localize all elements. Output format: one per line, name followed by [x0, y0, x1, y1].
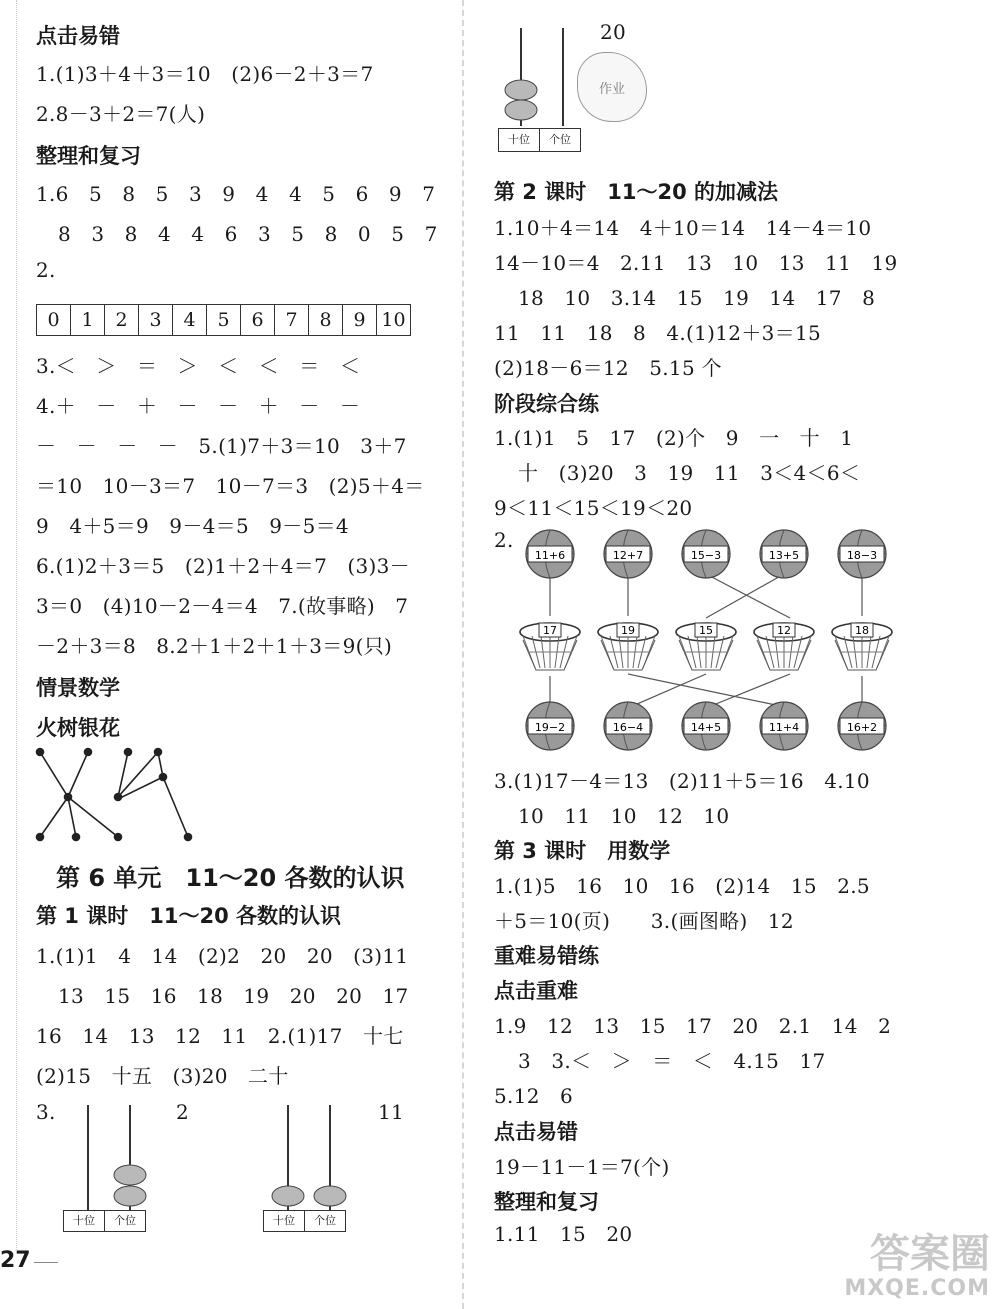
answer-line: －2＋3＝8 8.2＋1＋2＋1＋3＝9(只) [36, 634, 393, 658]
firework-dot [160, 774, 167, 781]
tens-label: 十位 [264, 1211, 305, 1231]
ball-label: 12+7 [612, 549, 644, 562]
answer-line: 1.(1)3＋4＋3＝10 (2)6－2＋3＝7 [36, 62, 374, 86]
firework-matching-drawing [28, 742, 228, 842]
answer-line: 1.(1)1 5 17 (2)个 9 一 十 1 [494, 426, 854, 450]
ball-label: 14+5 [690, 721, 722, 734]
tens-label: 十位 [499, 129, 540, 151]
answer-line: 2. [36, 258, 56, 282]
heading-qingjing-shuxue: 情景数学 [36, 676, 120, 700]
firework-dot [155, 749, 162, 756]
basketball-hoop [598, 623, 658, 670]
ball-label: 13+5 [768, 549, 800, 562]
stamp-badge [577, 52, 647, 122]
heading-lesson-1: 第 1 课时 11～20 各数的认识 [36, 904, 341, 928]
answer-line: 2.8－3＋2＝7(人) [36, 102, 206, 126]
firework-dot [185, 834, 192, 841]
firework-dot [65, 794, 72, 801]
abacus-3 [495, 18, 655, 158]
answer-line: 3＝0 (4)10－2－4＝4 7.(故事略) 7 [36, 594, 409, 618]
answer-line: 4.＋ － ＋ － － ＋ － － [36, 394, 361, 418]
ball-label: 16−4 [612, 721, 644, 734]
heading-lesson-3: 第 3 课时 用数学 [494, 839, 671, 863]
basketball-top [604, 530, 652, 578]
answer-line: (2)15 十五 (3)20 二十 [36, 1064, 289, 1088]
answer-line: 16 14 13 12 11 2.(1)17 十七 [36, 1024, 404, 1048]
answer-line: － － － － 5.(1)7＋3＝10 3＋7 [36, 434, 407, 458]
abacus-value: 2 [176, 1100, 190, 1124]
hoop-label: 15 [699, 624, 713, 637]
ball-label: 16+2 [846, 721, 878, 734]
answer-line: (2)18－6＝12 5.15 个 [494, 356, 722, 380]
answer-line: 14－10＝4 2.11 13 10 13 11 19 [494, 251, 898, 275]
firework-dot [125, 749, 132, 756]
number-box: 0 [37, 305, 71, 335]
basketball-hoop [520, 623, 580, 670]
basketball-hoop [676, 623, 736, 670]
heading-zhongnan-yicuo: 重难易错练 [494, 944, 599, 968]
ones-label: 个位 [314, 1214, 336, 1227]
heading-dianji-yicuo-2: 点击易错 [494, 1120, 578, 1144]
answer-line: 3. [36, 1100, 56, 1124]
ball-label: 15−3 [690, 549, 722, 562]
answer-line: 11 11 18 8 4.(1)12＋3＝15 [494, 321, 822, 345]
page-number: 27 [0, 1248, 31, 1273]
answer-line: 十 (3)20 3 19 11 3＜4＜6＜ [518, 461, 861, 485]
answer-line: 6.(1)2＋3＝5 (2)1＋2＋4＝7 (3)3－ [36, 554, 410, 578]
stamp-text: 作业 [598, 81, 625, 97]
answer-line: 3.(1)17－4＝13 (2)11＋5＝16 4.10 [494, 769, 870, 793]
answer-line: 5.12 6 [494, 1084, 574, 1108]
abacus-bead [272, 1186, 304, 1206]
abacus-value: 20 [600, 20, 627, 44]
number-box: 6 [241, 305, 275, 335]
page-number-dash [34, 1262, 58, 1263]
number-box: 5 [207, 305, 241, 335]
number-box: 3 [139, 305, 173, 335]
answer-line: ＋5＝10(页) 3.(画图略) 12 [494, 909, 794, 933]
answer-line: 1.9 12 13 15 17 20 2.1 14 2 [494, 1014, 892, 1038]
watermark-text: 答案圈 [870, 1231, 990, 1277]
abacus-base [498, 128, 581, 152]
ones-label: 个位 [114, 1214, 136, 1227]
answer-line: 18 10 3.14 15 19 14 17 8 [518, 286, 876, 310]
hoop-label: 17 [543, 624, 557, 637]
answer-line: 1.(1)1 4 14 (2)2 20 20 (3)11 [36, 944, 409, 968]
abacus-2 [258, 1100, 408, 1240]
heading-jieduan-zonghe: 阶段综合练 [494, 392, 599, 416]
answer-line: 2. [494, 528, 514, 552]
abacus-base [263, 1210, 346, 1232]
firework-dot [73, 834, 80, 841]
answer-line: 1.10＋4＝14 4＋10＝14 14－4＝10 [494, 216, 872, 240]
hoop-label: 12 [777, 624, 791, 637]
basketball-matching-diagram [510, 526, 900, 756]
abacus-base [63, 1210, 146, 1232]
basketball-top [838, 530, 886, 578]
basketball-hoop [754, 623, 814, 670]
heading-zhengli-fuxi-2: 整理和复习 [494, 1190, 599, 1214]
abacus-bead [114, 1186, 146, 1206]
firework-dot [85, 749, 92, 756]
hoop-label: 18 [855, 624, 869, 637]
number-box: 4 [173, 305, 207, 335]
abacus-value: 11 [378, 1100, 405, 1124]
answer-line: 9＜11＜15＜19＜20 [494, 496, 693, 520]
basketball-top [682, 530, 730, 578]
number-box: 9 [343, 305, 377, 335]
firework-dot [115, 794, 122, 801]
heading-huoshu-yinhua: 火树银花 [36, 716, 120, 740]
basketball-hoop [832, 623, 892, 670]
heading-dianji-zhongnan: 点击重难 [494, 979, 578, 1003]
number-box: 7 [275, 305, 309, 335]
heading-zhengli-fuxi: 整理和复习 [36, 144, 141, 168]
abacus-bead [114, 1165, 146, 1185]
left-margin-line [16, 0, 17, 1250]
basketball-bottom [604, 702, 652, 750]
abacus-1 [58, 1100, 190, 1240]
firework-dot [115, 834, 122, 841]
number-box: 1 [71, 305, 105, 335]
watermark-url: MXQE.COM [844, 1276, 990, 1301]
number-box: 8 [309, 305, 343, 335]
unit-title: 第 6 单元 11～20 各数的认识 [56, 864, 405, 892]
answer-line: 8 3 8 4 4 6 3 5 8 0 5 7 [58, 222, 438, 246]
answer-line: 3 3.＜ ＞ ＝ ＜ 4.15 17 [518, 1049, 826, 1073]
tens-label: 十位 [64, 1211, 105, 1231]
firework-dot [37, 749, 44, 756]
basketball-bottom [526, 702, 574, 750]
column-divider [462, 0, 464, 1309]
basketball-bottom [838, 702, 886, 750]
number-box: 10 [381, 309, 406, 331]
basketball-top [526, 530, 574, 578]
abacus-rods [495, 18, 575, 128]
heading-lesson-2: 第 2 课时 11～20 的加减法 [494, 180, 778, 204]
abacus-bead [505, 80, 537, 100]
hoop-label: 19 [621, 624, 635, 637]
answer-line: ＝10 10－3＝7 10－7＝3 (2)5＋4＝ [36, 474, 425, 498]
ones-label: 个位 [549, 133, 571, 146]
watermark-logo [844, 1232, 990, 1301]
ball-label: 11+6 [534, 549, 566, 562]
answer-line: 1.6 5 8 5 3 9 4 4 5 6 9 7 [36, 182, 436, 206]
number-box: 2 [105, 305, 139, 335]
ball-label: 19−2 [534, 721, 566, 734]
answer-line: 13 15 16 18 19 20 20 17 [58, 984, 409, 1008]
answer-line: 1.11 15 20 [494, 1222, 633, 1246]
heading-dianji-yicuo: 点击易错 [36, 24, 120, 48]
basketball-bottom [682, 702, 730, 750]
answer-line: 1.(1)5 16 10 16 (2)14 15 2.5 [494, 874, 870, 898]
basketball-bottom [760, 702, 808, 750]
answer-line: 10 11 10 12 10 [518, 804, 730, 828]
answer-line: 9 4＋5＝9 9－4＝5 9－5＝4 [36, 514, 349, 538]
abacus-bead [314, 1186, 346, 1206]
answer-line: 19－11－1＝7(个) [494, 1155, 670, 1179]
ball-label: 18−3 [846, 549, 878, 562]
answer-line: 3.＜ ＞ ＝ ＞ ＜ ＜ ＝ ＜ [36, 354, 361, 378]
firework-dot [37, 834, 44, 841]
ball-label: 11+4 [768, 721, 800, 734]
basketball-top [760, 530, 808, 578]
number-line-boxes [36, 304, 411, 336]
abacus-bead [505, 100, 537, 120]
